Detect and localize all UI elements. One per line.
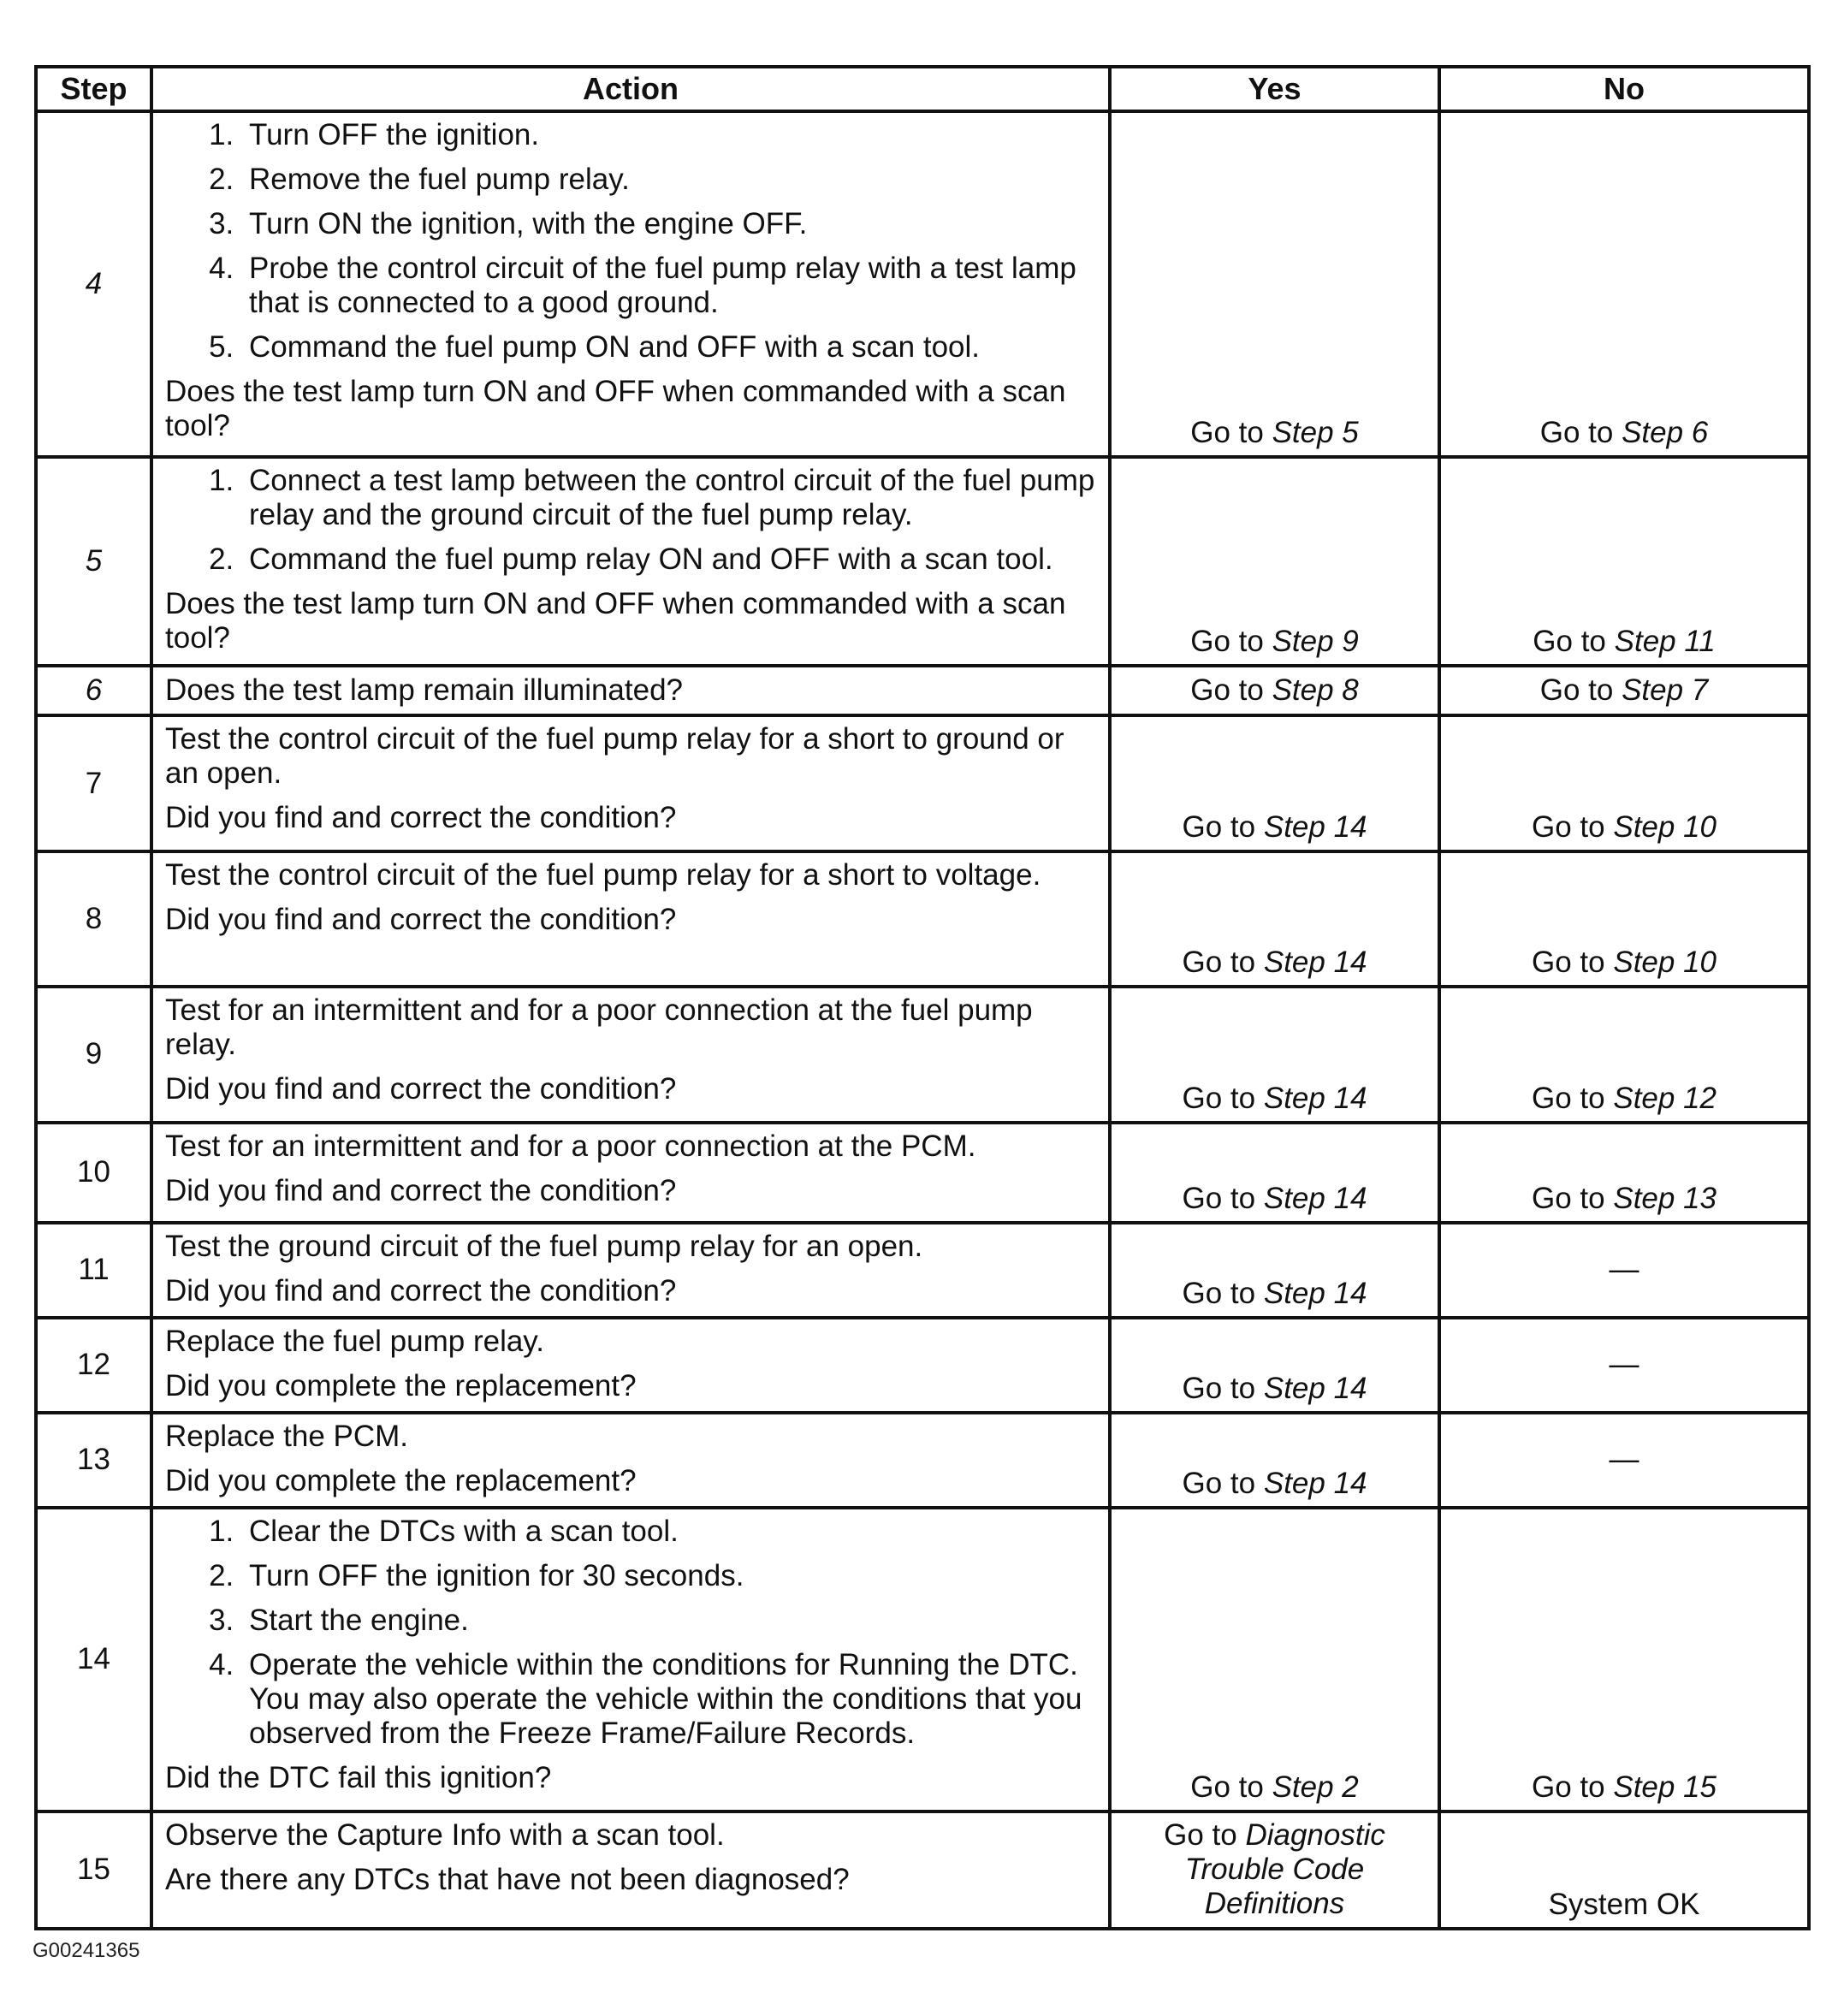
yes-step-ref: Step 14 <box>1263 1466 1367 1500</box>
yes-cell <box>1110 666 1439 716</box>
go-to-label: Go to <box>1532 1770 1605 1804</box>
no-cell <box>1439 111 1809 457</box>
yes-cell <box>1110 851 1439 987</box>
go-to-label: Go to <box>1539 415 1614 449</box>
go-to-label: Go to <box>1532 1181 1605 1215</box>
go-to-label: Go to <box>1182 1371 1256 1405</box>
no-cell <box>1439 987 1809 1122</box>
action-item: 2. Remove the fuel pump relay. <box>242 163 1096 197</box>
step-number: 12 <box>36 1318 151 1413</box>
table-row <box>36 1413 1809 1508</box>
action-item: 1. Connect a test lamp between the control circuit of the fuel pump relay and the ground circuit of the fuel pump relay. <box>242 464 1096 532</box>
go-to-label: Go to <box>1532 946 1605 980</box>
yes-cell <box>1110 1123 1439 1223</box>
action-list <box>165 118 1096 365</box>
action-list <box>165 1515 1096 1751</box>
go-to-label: Go to <box>1532 809 1605 844</box>
yes-cell <box>1110 1318 1439 1413</box>
action-cell <box>151 1811 1110 1929</box>
yes-cell <box>1110 1508 1439 1811</box>
step-number: 9 <box>36 987 151 1122</box>
action-cell <box>151 457 1110 666</box>
action-item: 1. Turn OFF the ignition. <box>242 118 1096 152</box>
step-number: 4 <box>36 111 151 457</box>
yes-cell <box>1110 1811 1439 1929</box>
action-cell <box>151 851 1110 987</box>
go-to-label: Go to <box>1182 1081 1256 1115</box>
yes-step-ref: Step 14 <box>1263 1371 1367 1405</box>
action-item: 2. Command the fuel pump relay ON and OFF with a scan tool. <box>242 543 1096 577</box>
no-cell <box>1439 1123 1809 1223</box>
action-text: Observe the Capture Info with a scan tool. <box>165 1817 725 1852</box>
action-question: Did the DTC fail this ignition? <box>165 1760 552 1794</box>
table-row <box>36 1508 1809 1811</box>
yes-step-ref: Step 5 <box>1272 415 1359 449</box>
yes-step-ref: Step 14 <box>1263 1276 1367 1310</box>
no-step-ref: Step 7 <box>1622 673 1709 708</box>
go-to-label: Go to <box>1190 673 1264 708</box>
action-item: 5. Command the fuel pump ON and OFF with a scan tool. <box>242 330 1096 365</box>
action-item: 2. Turn OFF the ignition for 30 seconds. <box>242 1559 1096 1593</box>
no-cell <box>1439 715 1809 851</box>
step-number: 11 <box>36 1223 151 1318</box>
go-to-label: Go to <box>1190 415 1264 449</box>
action-cell <box>151 1508 1110 1811</box>
go-to-label: Go to <box>1182 1276 1256 1310</box>
action-cell <box>151 715 1110 851</box>
no-step-ref: Step 15 <box>1613 1770 1717 1804</box>
no-step-ref: Step 10 <box>1613 809 1717 844</box>
no-step-ref: Step 13 <box>1613 1181 1717 1215</box>
no-cell <box>1439 666 1809 716</box>
action-question: Does the test lamp turn ON and OFF when commanded with a scan tool? <box>165 375 1066 442</box>
no-cell <box>1439 851 1809 987</box>
go-to-label: Go to <box>1182 809 1256 844</box>
header-yes: Yes <box>1110 67 1439 111</box>
step-number: 13 <box>36 1413 151 1508</box>
no-cell: — <box>1439 1413 1809 1508</box>
no-cell <box>1439 457 1809 666</box>
no-step-ref: Step 11 <box>1614 624 1716 658</box>
action-cell <box>151 1223 1110 1318</box>
step-number: 10 <box>36 1123 151 1223</box>
diagnostic-table <box>34 65 1811 1930</box>
table-row <box>36 1223 1809 1318</box>
no-step-ref: Step 12 <box>1613 1081 1717 1115</box>
action-item: 4. Operate the vehicle within the conditions for Running the DTC. You may also operate the vehicle within the conditions that you observed from the Freeze Frame/Failure Records. <box>242 1648 1096 1751</box>
go-to-label: Go to <box>1533 624 1606 658</box>
go-to-label: Go to <box>1164 1817 1237 1852</box>
action-cell <box>151 666 1110 716</box>
go-to-label: Go to <box>1539 673 1614 708</box>
header-row <box>36 67 1809 111</box>
go-to-label: Go to <box>1532 1081 1605 1115</box>
yes-step-ref: Step 9 <box>1272 624 1359 658</box>
action-cell <box>151 1318 1110 1413</box>
no-cell: System OK <box>1439 1811 1809 1929</box>
go-to-label: Go to <box>1182 946 1256 980</box>
yes-step-ref: Step 14 <box>1263 1081 1367 1115</box>
action-question: Did you complete the replacement? <box>165 1463 637 1497</box>
go-to-label: Go to <box>1190 1770 1264 1804</box>
table-row <box>36 1811 1809 1929</box>
step-number: 5 <box>36 457 151 666</box>
table-row <box>36 457 1809 666</box>
action-item: 3. Turn ON the ignition, with the engine OFF. <box>242 207 1096 241</box>
action-question: Did you find and correct the condition? <box>165 1273 677 1307</box>
action-question: Did you find and correct the condition? <box>165 1072 677 1106</box>
yes-cell <box>1110 987 1439 1122</box>
header-step: Step <box>36 67 151 111</box>
yes-step-ref: Step 2 <box>1272 1770 1359 1804</box>
go-to-label: Go to <box>1190 624 1264 658</box>
action-cell <box>151 1123 1110 1223</box>
action-text: Replace the PCM. <box>165 1419 409 1453</box>
step-number: 6 <box>36 666 151 716</box>
yes-step-ref: Step 14 <box>1263 946 1367 980</box>
action-question: Did you find and correct the condition? <box>165 1173 677 1207</box>
table-row <box>36 851 1809 987</box>
action-question: Did you find and correct the condition? <box>165 801 677 835</box>
no-cell: — <box>1439 1318 1809 1413</box>
yes-step-ref: Step 14 <box>1263 1181 1367 1215</box>
yes-cell <box>1110 1223 1439 1318</box>
action-text: Replace the fuel pump relay. <box>165 1324 544 1358</box>
action-item: 3. Start the engine. <box>242 1604 1096 1638</box>
step-number: 7 <box>36 715 151 851</box>
yes-step-ref: Step 14 <box>1263 809 1367 844</box>
action-question: Did you find and correct the condition? <box>165 902 677 936</box>
action-text: Test for an intermittent and for a poor connection at the PCM. <box>165 1129 976 1163</box>
action-question: Does the test lamp remain illuminated? <box>165 673 684 708</box>
action-cell <box>151 1413 1110 1508</box>
action-cell <box>151 987 1110 1122</box>
action-item: 4. Probe the control circuit of the fuel pump relay with a test lamp that is connected to a good ground. <box>242 252 1096 320</box>
step-number: 14 <box>36 1508 151 1811</box>
header-action: Action <box>151 67 1110 111</box>
action-item: 1. Clear the DTCs with a scan tool. <box>242 1515 1096 1549</box>
yes-cell <box>1110 715 1439 851</box>
action-text: Test for an intermittent and for a poor connection at the fuel pump relay. <box>165 993 1033 1062</box>
yes-step-ref: Diagnostic Trouble Code Definitions <box>1184 1817 1385 1920</box>
no-cell <box>1439 1508 1809 1811</box>
step-number: 8 <box>36 851 151 987</box>
yes-cell <box>1110 457 1439 666</box>
table-row <box>36 666 1809 716</box>
action-question: Did you complete the replacement? <box>165 1368 637 1402</box>
action-list <box>165 464 1096 577</box>
yes-step-ref: Step 8 <box>1272 673 1359 708</box>
action-cell <box>151 111 1110 457</box>
no-step-ref: Step 6 <box>1622 415 1709 449</box>
step-number: 15 <box>36 1811 151 1929</box>
action-question: Are there any DTCs that have not been diagnosed? <box>165 1862 850 1896</box>
go-to-label: Go to <box>1182 1181 1256 1215</box>
yes-cell <box>1110 111 1439 457</box>
table-row <box>36 987 1809 1122</box>
no-cell: — <box>1439 1223 1809 1318</box>
action-text: Test the control circuit of the fuel pump relay for a short to voltage. <box>165 857 1041 892</box>
action-text: Test the control circuit of the fuel pump relay for a short to ground or an open. <box>165 722 1064 791</box>
header-no: No <box>1439 67 1809 111</box>
figure-id: G00241365 <box>33 1939 140 1962</box>
yes-cell <box>1110 1413 1439 1508</box>
go-to-label: Go to <box>1182 1466 1256 1500</box>
table-row <box>36 1318 1809 1413</box>
table-row <box>36 111 1809 457</box>
action-question: Does the test lamp turn ON and OFF when commanded with a scan tool? <box>165 586 1066 655</box>
no-step-ref: Step 10 <box>1613 946 1717 980</box>
table-row <box>36 1123 1809 1223</box>
table-row <box>36 715 1809 851</box>
action-text: Test the ground circuit of the fuel pump relay for an open. <box>165 1229 923 1263</box>
